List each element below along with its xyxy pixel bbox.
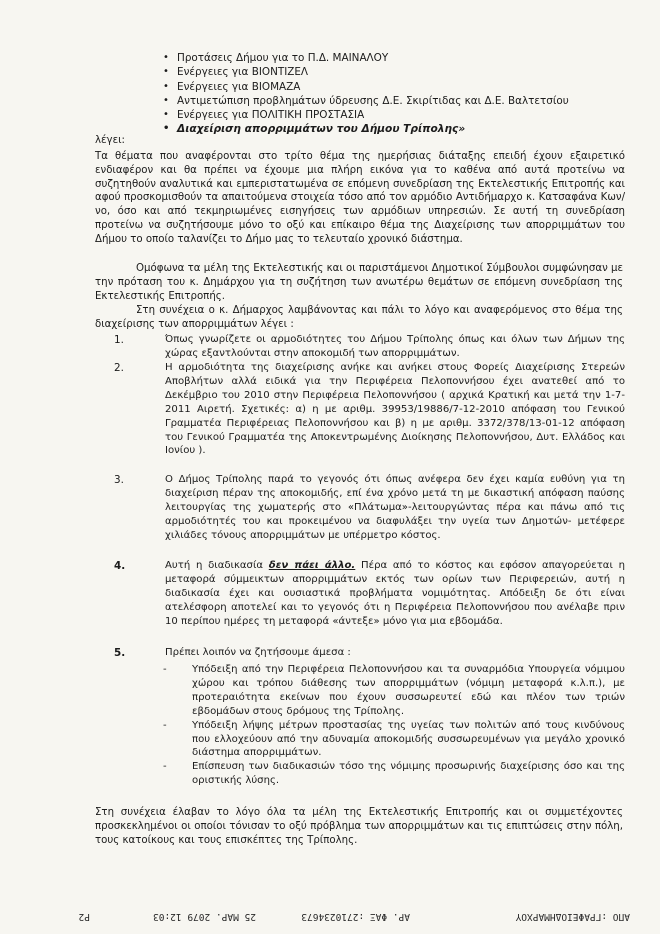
item-text: Αυτή η διαδικασία δεν πάει άλλο. Πέρα από το κόστος και εφόσον απαγορεύεται η μεταφορά σύμμεικτων απορριμμάτων εκτός των ορίων των Περιφερειών, αυτή η διαδικασία έχει και ουσιαστικά προβλήματα νομιμότητας. Απόδειξη δε ότι είναι ατελέσφορη αποτελεί και το γεγονός ότι η Περιφέρεια Πελοποννήσου που ανέλαβε πριν 10 περίπου ημέρες τη μεταφορά «άντεξε» μόνο για μια εβδομάδα. xyxy=(165,560,626,627)
item-text: Η αρμοδιότητα της διαχείρισης ανήκε και ανήκει στους Φορείς Διαχείρισης Στερεών Αποβλήτων αλλά ειδικά για την Περιφέρεια Πελοποννήσου έχει ανατεθεί από το Δεκέμβριο του 2010 στην Περιφέρεια Πελοποννήσου ( αρχικά Κρατική και μετά την 1-7-2011 Αιρετή. Σχετικές: α) η με αριθμ. 39953/19886/7-12-2010 απόφαση του Γενικού Γραμματέα Περιφέρειας Πελοποννήσου και β) η με αριθμ. 3372/378/13-01-12 απόφαση του Γενικού Γραμματέα της Αποκεντρωμένης Διοίκησης Πελοποννήσου, Δυτ. Ελλάδος και Ιονίου ). xyxy=(165,362,625,457)
demands-dash-list xyxy=(163,663,625,788)
dash-icon: - xyxy=(163,719,167,731)
item-number: 3. xyxy=(114,474,124,486)
bullet-dot-icon: • xyxy=(163,66,169,78)
item-number: 2. xyxy=(114,362,124,374)
paragraph-agreement: Ομόφωνα τα μέλη της Εκτελεστικής και οι παριστάμενοι Δημοτικοί Σύμβουλοι συμφώνησαν με την πρόταση του κ. Δημάρχου για τη συζήτηση των ανωτέρω θεμάτων σε επόμενη συνεδρίαση της Εκτελεστικής Επιτροπής. xyxy=(95,263,623,302)
item-number: 4. xyxy=(114,560,126,572)
emphasis-text: δεν πάει άλλο. xyxy=(268,560,356,571)
dash-icon: - xyxy=(163,761,167,773)
legei-label: λέγει: xyxy=(95,135,125,146)
paragraph-mayor-speech: Στη συνέχεια ο κ. Δήμαρχος λαμβάνοντας και πάλι το λόγο και αναφερόμενος στο θέμα της διαχείρισης των απορριμμάτων λέγει : xyxy=(95,305,623,330)
fax-page: Ρ2 xyxy=(78,911,90,922)
dash-item: - Επίσπευση των διαδικασιών τόσο της νόμιμης προσωρινής διαχείρισης όσο και της οριστικής λύσης. xyxy=(163,761,625,787)
bullet-item: • Ενέργειες για ΠΟΛΙΤΙΚΗ ΠΡΟΣΤΑΣΙΑ xyxy=(163,109,365,122)
bullet-dot-icon: • xyxy=(163,94,169,106)
dash-icon: - xyxy=(163,664,167,675)
bullet-item: • Αντιμετώπιση προβλημάτων ύδρευσης Δ.Ε. Σκιρίτιδας και Δ.Ε. Βαλτετσίου xyxy=(163,94,569,107)
fax-from: ΑΠΟ :ΓΡΑΦΕΙΟΔΗΜΑΡΧΟΥ xyxy=(515,911,630,922)
bullet-item: • Ενέργειες για ΒΙΟΝΤΙΖΕΛ xyxy=(163,66,309,79)
bullet-dot-icon: • xyxy=(163,80,169,92)
item-number: 1. xyxy=(114,334,124,346)
paragraph-closing: Στη συνέχεια έλαβαν το λόγο όλα τα μέλη της Εκτελεστικής Επιτροπής και οι συμμετέχοντες προσκεκλημένοι οι οποίοι τόνισαν το οξύ πρόβλημα των απορριμμάτων και τις επιπτώσεις στην πόλη, τους κατοίκους και τους επισκέπτες της Τρίπολης. xyxy=(95,807,623,846)
fax-number: ΑΡ. ΦΑΞ :2710234673 xyxy=(301,911,410,922)
item-text: Ο Δήμος Τρίπολης παρά το γεγονός ότι όπως ανέφερα δεν έχει καμία ευθύνη για τη διαχείριση πέραν της αποκομιδής, επί ένα χρόνο μετά τη με δικαστική απόφαση παύσης λειτουργίας της χωματερής στο «Πλάτωμα»-λειτουργώντας πέρα και πάνω από τις αρμοδιότητές του και προκειμένου να διαφυλάξει την υγεία των Δημοτών- μετέφερε χιλιάδες τόνους απορριμμάτων με υπέρμετρο κόστος. xyxy=(165,474,625,541)
dash-item: - Υπόδειξη λήψης μέτρων προστασίας της υγείας των πολιτών από τους κινδύνους που ελλοχεύουν από την αδυναμία αποκομιδής συσσωρευμένων για μεγάλο χρονικό διάστημα απορριμμάτων. xyxy=(163,719,625,759)
bullet-dot-icon: • xyxy=(163,123,170,135)
agenda-bullet-list xyxy=(163,51,569,137)
bullet-dot-icon: • xyxy=(163,52,169,63)
item-text: Πρέπει λοιπόν να ζητήσουμε άμεσα : xyxy=(165,647,351,658)
item-number: 5. xyxy=(114,647,126,659)
fax-date: 25 ΜΑΡ. 2079 12:03 xyxy=(153,911,256,922)
bullet-item-waste-management: • Διαχείριση απορριμμάτων του Δήμου Τρίπολης» xyxy=(163,123,466,136)
item-text: Όπως γνωρίζετε οι αρμοδιότητες του Δήμου Τρίπολης όπως και όλων των Δήμων της χώρας εξαντλούνται στην αποκομιδή των απορριμμάτων. xyxy=(165,334,625,359)
bullet-dot-icon: • xyxy=(163,109,169,121)
bullet-item: • Προτάσεις Δήμου για το Π.Δ. ΜΑΙΝΑΛΟΥ xyxy=(163,52,389,64)
bullet-item: • Ενέργειες για ΒΙΟΜΑΖΑ xyxy=(163,80,301,93)
dash-item: - Υπόδειξη από την Περιφέρεια Πελοποννήσου και τα συναρμόδια Υπουργεία νόμιμου χώρου και τρόπου διάθεσης των απορριμμάτων (νόμιμη μεταφορά κ.λ.π.), με προτεραιότητα εκείνων που έχουν συσσωρευτεί εδώ και πλέον των τριών εβδομάδων στους δρόμους της Τρίπολης. xyxy=(163,664,625,717)
fax-header-footer xyxy=(70,908,630,922)
paragraph-intro: Τα θέματα που αναφέρονται στο τρίτο θέμα της ημερήσιας διάταξης επειδή έχουν εξαιρετικό ενδιαφέρον και θα πρέπει να έχουμε μια πλήρη εικόνα για το καθένα από αυτά προτείνω να συζητηθούν αναλυτικά και εμπεριστατωμένα σε επόμενη συνεδρίαση της Εκτελεστικής Επιτροπής και αφού προσκομισθούν τα απαιτούμενα στοιχεία τόσο από τον αρμόδιο Αντιδήμαρχο κ. Κατσαφάνα Κων/νο, όσο και από τεκμηριωμένες εισηγήσεις των αρμόδιων υπηρεσιών. Σε αυτή τη συνεδρίαση προτείνω να συζητήσουμε μόνο το οξύ και επίκαιρο θέμα της Διαχείρισης των απορριμμάτων του Δήμου το οποίο ταλανίζει το Δήμο μας το τελευταίο χρονικό διάστημα. xyxy=(95,151,625,245)
